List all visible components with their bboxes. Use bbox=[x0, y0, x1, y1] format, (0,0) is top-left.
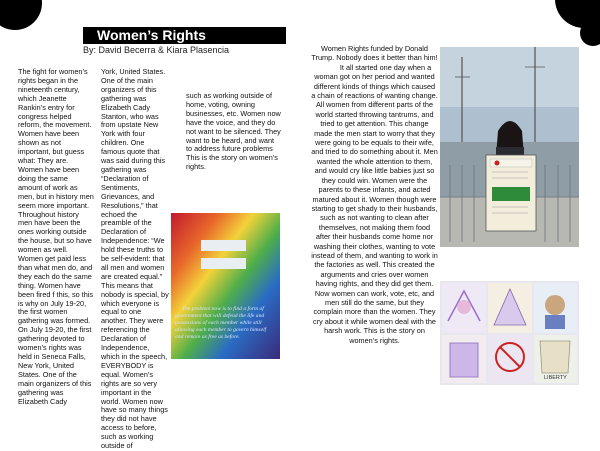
article-column-3 bbox=[186, 92, 282, 172]
corner-circle-top-right-small bbox=[580, 20, 600, 46]
student-photo bbox=[440, 47, 579, 247]
artwork-caption-line: government that will defend the life and bbox=[175, 313, 265, 319]
paragraph: It all started one day when a woman got on her period and wanted different kinds of things which caused a chain of reactions of wanting change. All women from different parts of the world started throwing tantrums, and tried to get attention. This change made the men start to worry that they were going to be equals to their wife, and tried to do something about it. Men wanted the whole attention to them, and would cry like little babies just so they could win. Women were the parents to these infants, and acted matured about it. Women though were starting to get shady to their husbands, such as not wanting to clean after themselves, not making them food after their husbands come home nor washing their clothes, wanting to vote instead of them, and wanting to work in the factories as well. This created the arguments and cries over women having rights, and they did get them. Now women can work, vote, etc, and men still do the same, but they complain more than the women. They cry about it while women deal with the harsh work. This is the story on women’s rights. bbox=[311, 62, 438, 345]
artwork-caption-line: The problem now is to find a form of bbox=[182, 306, 264, 312]
article-column-2 bbox=[101, 68, 169, 451]
paragraph: On July 19-20, the first gathering devoted to women’s rights was held in Seneca Falls, New York, United States. One of the main organizers of this gathering was Elizabeth Cady bbox=[18, 325, 92, 406]
paragraph: such as working outside of home, voting, owning businesses, etc. Women now have the voice, and they do not want to be silenced. They want to be heard, and want to address future problems This is the story on women’s rights. bbox=[186, 91, 281, 172]
equality-artwork bbox=[171, 213, 280, 359]
corner-circle-top-left bbox=[0, 0, 42, 30]
artwork-caption-line: allowing each member to govern himself bbox=[175, 327, 267, 333]
poster-collage bbox=[440, 281, 579, 385]
artwork-caption-line: and remain as free as before. bbox=[175, 334, 240, 340]
intro-paragraph: Women Rights funded by Donald Trump. Nobody does it better than him! bbox=[311, 44, 438, 63]
equal-sign-bar bbox=[201, 258, 246, 269]
paragraph: The fight for women’s rights began in the nineteenth century, which Jeanette Rankin’s entry for congress helped reform, the movement. Women have been shown as not important, but guess what: They are. Women have been doing the same amount of work as men, but in history men seem more important. Throughout history men have been the ones working outside the house, but so have women as well. Women get paid less than what men do, and they each do the same thing. Women have been fired f this, so this is why on July 19-20, the first women gathering was formed. bbox=[18, 67, 94, 326]
article-column-4 bbox=[311, 44, 438, 345]
article-title: Women’s Rights bbox=[83, 27, 286, 44]
paragraph: York, United States. One of the main organizers of this gathering was Elizabeth Cady Stanton, who was from upstate New York with four children. One famous quote that was said during this gathering was “Declaration of Sentiments, Grievances, and Resolutions,” that echoed the preamble of the Declaration of Independence: “We hold these truths to be self-evident: that all men and women are created equal.” This means that nobody is special, by which everyone is equal to one another. They were referencing the Declaration of Independence, which in the speech, EVERYBODY is equal. Women’s rights are so very important in the world. Women now have so many things they did not have access to before, such as working outside of bbox=[101, 67, 169, 451]
article-column-1 bbox=[18, 68, 94, 406]
byline: By: David Becerra & Kiara Plasencia bbox=[83, 45, 230, 55]
equal-sign-bar bbox=[201, 240, 246, 251]
artwork-caption-line: possessions of each member while still bbox=[175, 320, 262, 326]
poster-label: LIBERTY bbox=[544, 375, 567, 381]
